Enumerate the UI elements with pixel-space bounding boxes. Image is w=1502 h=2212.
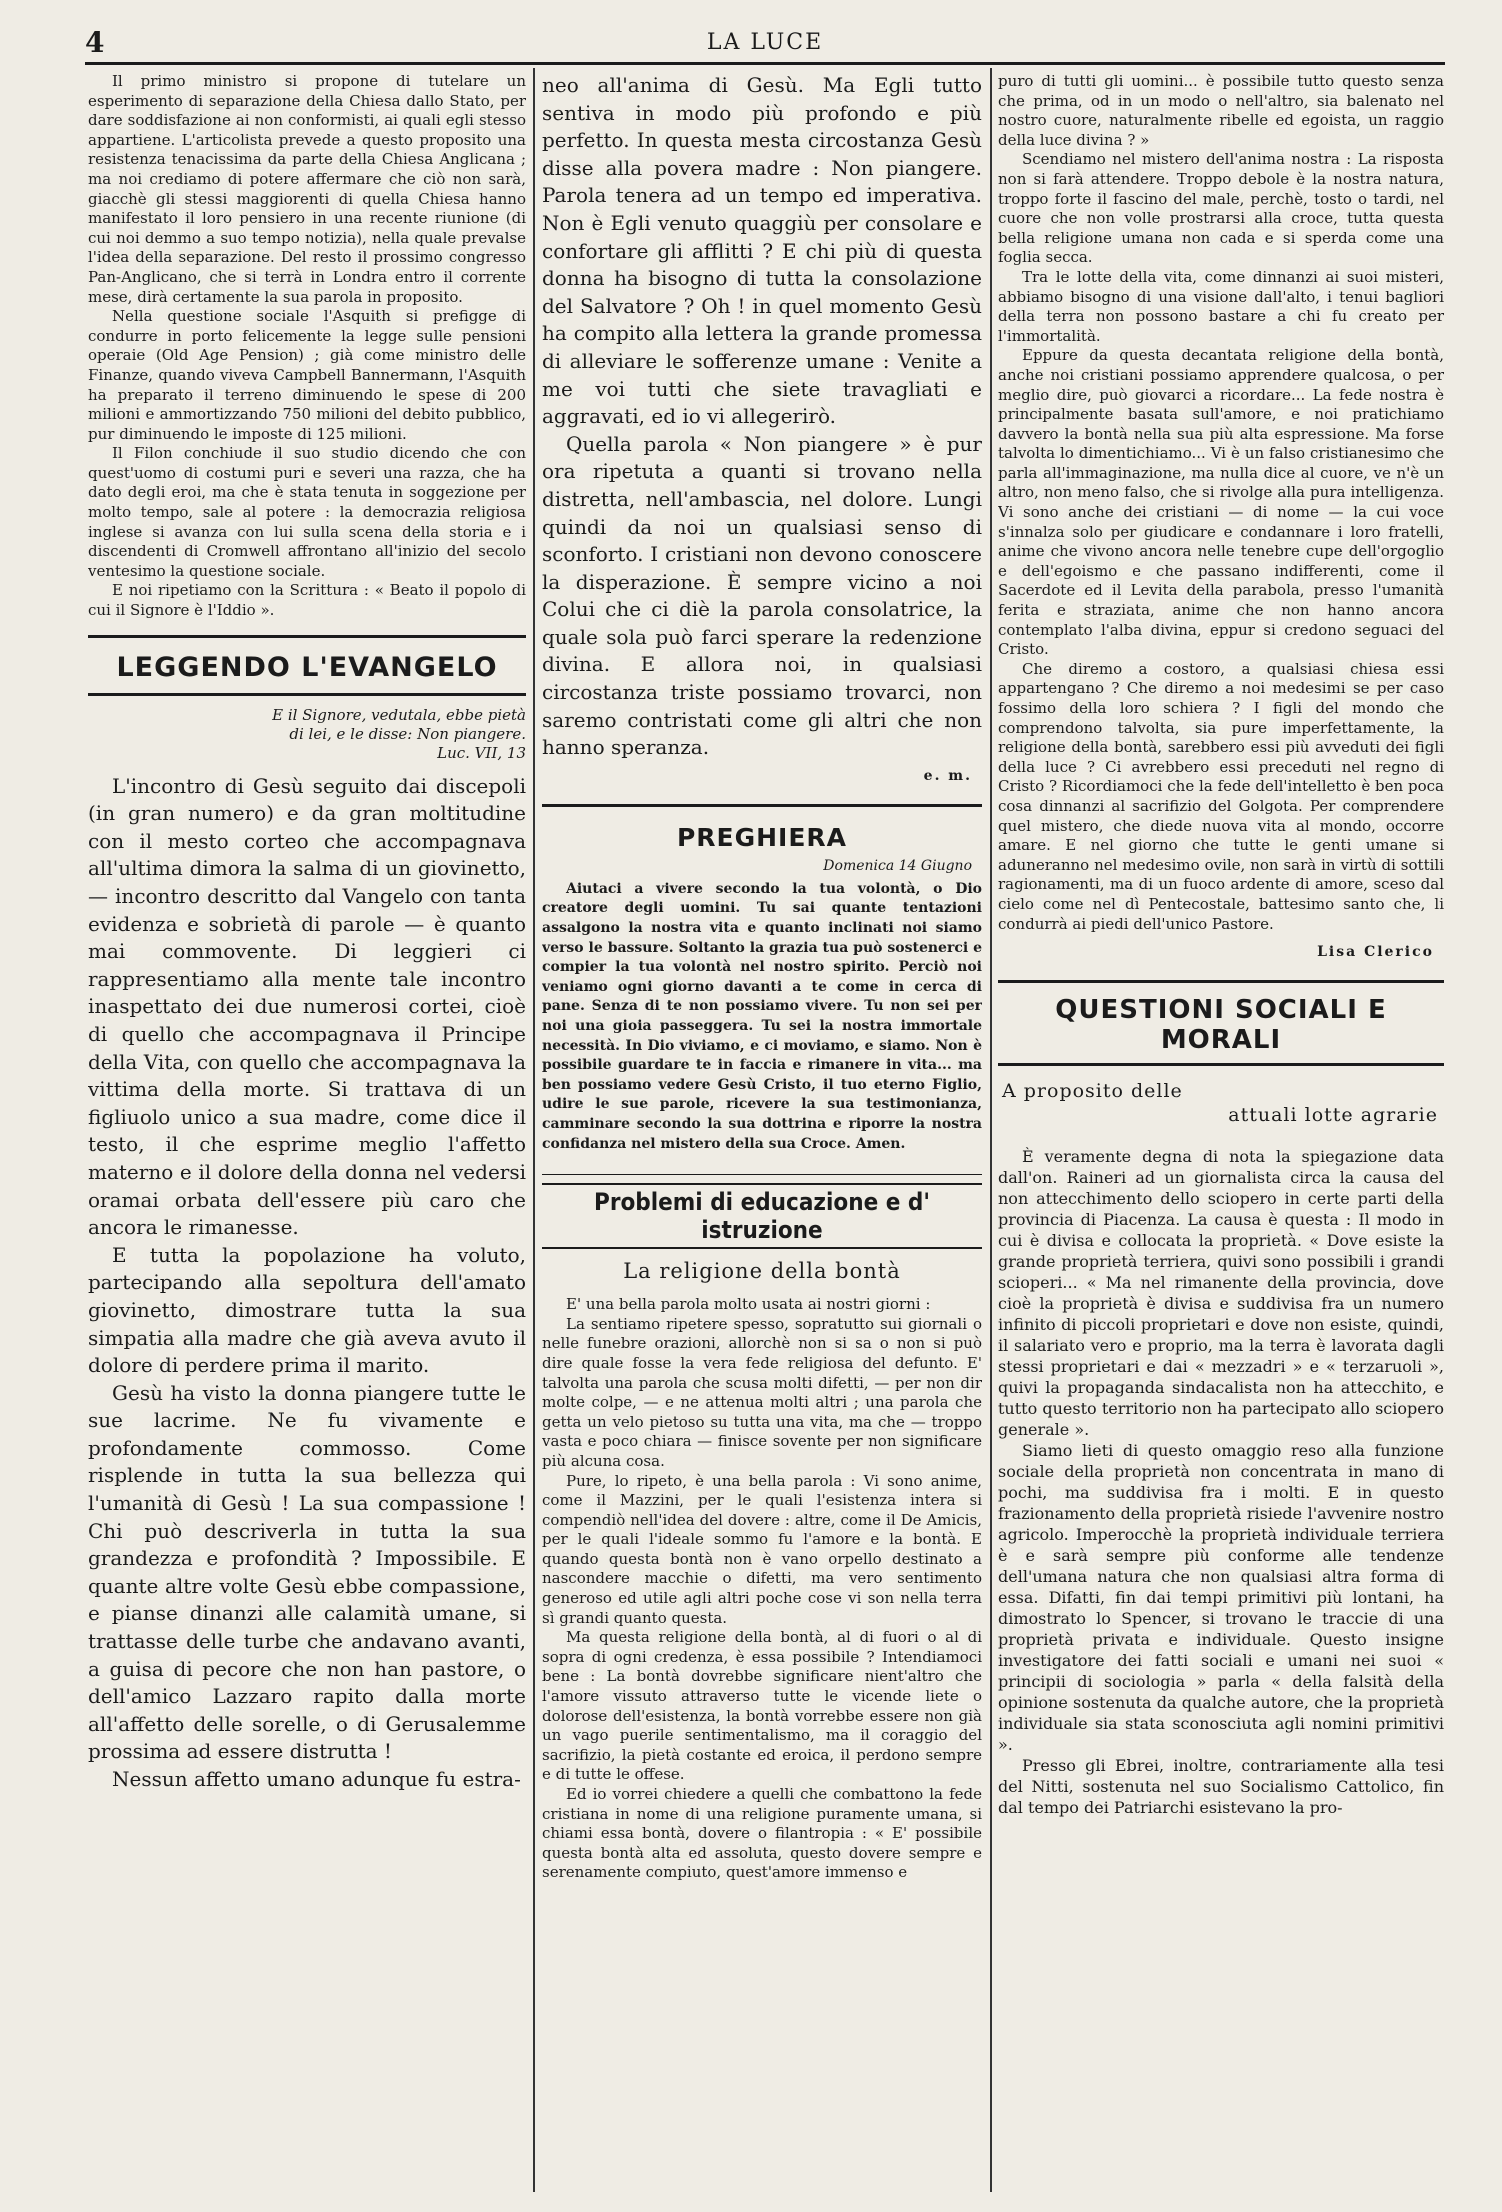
paragraph: Pure, lo ripeto, è una bella parola : Vi sono anime, come il Mazzini, per le quali l'esistenza intera si compendiò nell'idea del dovere : altre, come il De Amicis, per le quali l'ideale sommo fu l'amore e la bontà. E quando questa bontà non è vano orpello destinato a nascondere macchie o difetti, ma vero sentimento generoso ed utile agli altri poche cose vi son nella terra sì grandi quanto questa. xyxy=(542,1471,982,1627)
section-title-questioni: QUESTIONI SOCIALI E MORALI xyxy=(1055,995,1387,1056)
article-subtitle: attuali lotte agrarie xyxy=(1228,1104,1438,1127)
paragraph: Eppure da questa decantata religione della bontà, anche noi cristiani possiamo apprendere qualcosa, o per meglio dire, può giovarci a ricordare... La fede nostra è principalmente basata sull'amore, e noi pratichiamo davvero la bontà nella sua più alta espressione. Ma forse talvolta lo dimentichiamo... Vi è un falso cristianesimo che parla all'immaginazione, ma nulla dice al cuore, ve n'è un altro, non meno falso, che si rivolge alla pura intelligenza. Vi sono anche dei cristiani — di nome — la cui voce s'innalza solo per giudicare e condannare i loro fratelli, anime che vivono ancora nelle tenebre cupe dell'orgoglio e dell'egoismo e che passano indifferenti, come il Sacerdote ed il Levita della parabola, presso l'umanità ferita e straziata, anime che non hanno ancora contemplato l'alba divina, eppur si credono seguaci del Cristo. xyxy=(998,346,1444,659)
paragraph: Che diremo a costoro, a qualsiasi chiesa essi appartengano ? Che diremo a noi medesimi se per caso fossimo della loro schiera ? I figli del mondo che comprendono talvolta, sia pure imperfettamente, la religione della bontà, sarebbero essi più avveduti dei figli della luce ? Ci avrebbero essi preceduti nel regno di Cristo ? Ricordiamoci che la fede dell'intelletto è ben poca cosa dinnanzi al sacrifizio del Golgota. Per comprendere quel mistero, che diede nuova vita al mondo, occorre amare. E nel giorno che tutte le genti umane si aduneranno nel medesimo ovile, non sarà in virtù di sottili ragionamenti, ma di un fuoco ardente di amore, sceso dal cielo come nel dì Pentecostale, battesimo santo che, li condurrà ai piedi dell'unico Pastore. xyxy=(998,659,1444,933)
paragraph: Nella questione sociale l'Asquith si prefigge di condurre in porto felicemente la legge sulle pensioni operaie (Old Age Pension) ; già come ministro delle Finanze, quando viveva Campbell Bannermann, l'Asquith ha preparato il terreno diminuendo le spese di 200 milioni e ammortizzando 750 milioni del debito pubblico, pur diminuendo le imposte di 125 milioni. xyxy=(88,307,526,443)
paragraph: Ma questa religione della bontà, al di fuori o al di sopra di ogni credenza, è essa possibile ? Intendiamoci bene : La bontà dovrebbe significare nient'altro che l'amore vissuto attraverso tutte le vicende liete o dolorose dell'esistenza, la bontà vorrebbe essere non già un vago puerile sentimentalismo, ma il coraggio del sacrifizio, la pietà costante ed eroica, il perdono sempre e di tutte le offese. xyxy=(542,1628,982,1784)
article-leggendo xyxy=(88,773,526,1794)
column-divider xyxy=(533,68,535,2192)
signature: Lisa Clerico xyxy=(1317,944,1434,961)
paragraph: Gesù ha visto la donna piangere tutte le sue lacrime. Ne fu vivamente e profondamente commosso. Come risplende in tutta la sua bellezza qui l'umanità di Gesù ! La sua compassione ! Chi può descriverla in tutta la sua grandezza e profondità ? Impossibile. E quante altre volte Gesù ebbe compassione, e pianse dinanzi alle calamità umane, si trattasse delle turbe che andavano avanti, a guisa di pecore che non han pastore, o dell'amico Lazzaro rapito dalla morte all'affetto delle sorelle, o di Gerusalemme prossima ad essere distrutta ! xyxy=(88,1380,526,1764)
paragraph: Il primo ministro si propone di tutelare un esperimento di separazione della Chiesa dallo Stato, per dare soddisfazione ai non conformisti, ai quali egli stesso appartiene. L'articolista prevede a questo proposito una resistenza tenacissima da parte della Chiesa Anglicana ; ma noi crediamo di potere affermare che ciò non sarà, giacchè gli stessi maggiorenti di quella Chiesa hanno manifestato il loro pensiero in una recente riunione (di cui noi demmo a suo tempo notizia), nella quale prevalse l'idea della separazione. Del resto il prossimo congresso Pan-Anglicano, che si terrà in Londra entro il corrente mese, dirà certamente la sua parola in proposito. xyxy=(88,72,526,306)
column-1 xyxy=(88,72,526,2192)
section-rule xyxy=(88,635,526,638)
article-subtitle: A proposito delle xyxy=(1002,1080,1183,1103)
paragraph: Quella parola « Non piangere » è pur ora ripetuta a quanti si trovano nella distretta, nell'ambascia, nel dolore. Lungi quindi da noi un qualsiasi senso di sconforto. I cristiani non devono conoscere la disperazione. È sempre vicino a noi Colui che ci diè la parola consolatrice, la quale sola può farci sperare la redenzione divina. E allora noi, in qualsiasi circostanza triste possiamo trovarci, non saremo contristati come gli altri che non hanno speranza. xyxy=(542,431,982,760)
paragraph: neo all'anima di Gesù. Ma Egli tutto sentiva in modo più profondo e più perfetto. In questa mesta circostanza Gesù disse alla povera madre : Non piangere. Parola tenera ad un tempo ed imperativa. Non è Egli venuto quaggiù per consolare e confortare gli afflitti ? E chi più di questa donna ha bisogno di tutta la consolazione del Salvatore ? Oh ! in quel momento Gesù ha compito alla lettera la grande promessa di alleviare le sofferenze umane : Venite a me voi tutti che siete travagliati e aggravati, ed io vi allegerirò. xyxy=(542,73,982,429)
section-rule xyxy=(998,980,1444,983)
paragraph: Nessun affetto umano adunque fu estra- xyxy=(112,1767,521,1791)
page-header xyxy=(85,26,1445,62)
section-rule xyxy=(998,1063,1444,1066)
epigraph-line: di lei, e le disse: Non piangere. xyxy=(289,724,526,743)
paragraph: E' una bella parola molto usata ai nostri giorni : xyxy=(566,1295,931,1314)
masthead: LA LUCE xyxy=(706,30,824,55)
section-title-problemi: Problemi di educazione e d' istruzione xyxy=(542,1183,982,1249)
paragraph: Il Filon conchiude il suo studio dicendo che con quest'uomo di costumi puri e severi una razza, che ha dato degli eroi, ma che è stata tenuta in soggezione per molto tempo, sale al potere : la democrazia religiosa inglese si avanza con lui sulla scena della storia e i discendenti di Cromwell affrontano all'inizio del secolo ventesimo la questione sociale. xyxy=(88,444,526,580)
signature: e. m. xyxy=(923,767,972,784)
article-leggendo-continued xyxy=(542,72,982,762)
article-religione-continued xyxy=(998,72,1444,934)
epigraph-reference: Luc. VII, 13 xyxy=(437,743,526,762)
paragraph: Ed io vorrei chiedere a quelli che combattono la fede cristiana in nome di una religione puramente umana, si chiami essa bontà, dovere o filantropia : « E' possibile questa bontà alta ed assoluta, questo dovere sempre e serenamente compiuto, quest'amore immenso e xyxy=(542,1785,982,1882)
paragraph: E tutta la popolazione ha voluto, partecipando alla sepoltura dell'amato giovinetto, dimostrare tutta la sua simpatia alla madre che già aveva avuto il dolore di perdere prima il marito. xyxy=(88,1242,526,1378)
epigraph-line: E il Signore, vedutala, ebbe pietà xyxy=(272,705,526,724)
prayer-text: Aiutaci a vivere secondo la tua volontà, o Dio creatore degli uomini. Tu sai quante tentazioni assalgono la nostra vita e quanto inclinati noi siamo verso le bassure. Soltanto la grazia tua può sostenerci e compier la tua volontà nel nostro spirito. Perciò noi veniamo ogni giorno davanti a te come in cerca di pane. Senza di te non possiamo vivere. Tu non sei per noi una gioia passeggera. Tu sei la nostra immortale necessità. In Dio viviamo, e ci moviamo, e siamo. Non è possibile guardare te in faccia e rimanere in vita... ma ben possiamo vedere Gesù Cristo, il tuo eterno Figlio, udire le sue parole, ricevere la sua testimonianza, camminare secondo la sua dottrina e riporre la nostra confidanza nel mistero della sua Croce. Amen. xyxy=(542,880,982,1152)
paragraph: L'incontro di Gesù seguito dai discepoli (in gran numero) e da gran moltitudine con il mesto corteo che accompagnava all'ultima dimora la salma di un giovinetto, — incontro descritto dal Vangelo con tanta evidenza e sobrietà di parole — è quanto mai commovente. Di leggieri ci rappresentiamo alla mente tale incontro inaspettato dei due numerosi cortei, cioè di quello che accompagnava il Principe della Vita, con quello che accompagnava la vittima della morte. Si trattava di un figliuolo unico a sua madre, come dice il testo, il che esprime meglio l'affetto materno e il dolore della donna nel vedersi oramai orbata dell'essere più caro che ancora le rimanesse. xyxy=(88,773,526,1240)
page-number: 4 xyxy=(85,26,105,59)
section-title-leggendo: LEGGENDO L'EVANGELO xyxy=(116,651,498,683)
article-lotte-agrarie xyxy=(998,1146,1444,1818)
column-divider xyxy=(990,68,992,2192)
prayer-date: Domenica 14 Giugno xyxy=(823,857,972,874)
paragraph: Siamo lieti di questo omaggio reso alla funzione sociale della proprietà non concentrata in mano di pochi, ma suddivisa fra i molti. E in questo frazionamento della proprietà risiede l'avvenire nostro agricolo. Imperocchè la proprietà individuale terriera è e sarà sempre più conforme alle tendenze dell'umana natura che non qualsiasi altra forma di essa. Difatti, fin dai tempi primitivi più lontani, ha dimostrato lo Spencer, si trovano le traccie di una proprietà privata e individuale. Questo insigne investigatore dei fatti sociali e umani nei suoi « principii di sociologia » parla « della falsità della opinione sostenuta da qualche autore, che la proprietà individuale sia stata sconosciuta agli nomini primitivi ». xyxy=(998,1441,1444,1755)
paragraph: Scendiamo nel mistero dell'anima nostra : La risposta non si farà attendere. Troppo debole è la nostra natura, troppo forte il fascino del male, perchè, tosto o tardi, nel cuore che non volle prostrarsi alla croce, tutta questa bella religione umana non cada e si sperda come una foglia secca. xyxy=(998,150,1444,267)
section-rule xyxy=(88,693,526,696)
paragraph: E noi ripetiamo con la Scrittura : « Beato il popolo di cui il Signore è l'Iddio ». xyxy=(88,581,526,620)
section-rule xyxy=(542,1174,982,1175)
epigraph xyxy=(88,706,526,763)
article-religione xyxy=(542,1295,982,1883)
article-continuation xyxy=(88,72,526,621)
paragraph: Tra le lotte della vita, come dinnanzi ai suoi misteri, abbiamo bisogno di una visione dall'alto, i tenui bagliori della terra non possono bastare a chi fu creato per l'immortalità. xyxy=(998,267,1444,345)
header-rule xyxy=(85,62,1445,65)
prayer xyxy=(542,880,982,1154)
paragraph: Presso gli Ebrei, inoltre, contrariamente alla tesi del Nitti, sostenuta nel suo Socialismo Cattolico, fin dal tempo dei Patriarchi esistevano la pro- xyxy=(998,1756,1444,1818)
column-3 xyxy=(998,72,1444,2192)
section-rule xyxy=(542,804,982,807)
paragraph: La sentiamo ripetere spesso, sopratutto sui giornali o nelle funebre orazioni, allorchè non si sa o non si può dire quale fosse la vera fede religiosa del defunto. E' talvolta una parola che scusa molti difetti, — per non dir molte colpe, — e ne attenua molti altri ; una parola che getta un velo pietoso su tutta una vita, ma che — troppo vasta e poco chiara — finisce sovente per non significare più alcuna cosa. xyxy=(542,1314,982,1470)
section-title-preghiera: PREGHIERA xyxy=(676,822,848,852)
article-subtitle: La religione della bontà xyxy=(623,1259,901,1284)
column-2 xyxy=(542,72,982,2192)
paragraph: È veramente degna di nota la spiegazione data dall'on. Raineri ad un giornalista circa la causa del non attecchimento dello sciopero in certe parti della provincia di Piacenza. La causa è questa : Il modo in cui è divisa e collocata la proprietà. « Dove esiste la grande proprietà terriera, quivi sono possibili i grandi scioperi... « Ma nel rimanente della provincia, dove cioè la proprietà è divisa e suddivisa fra un numero infinito di piccoli proprietari e dove non esiste, quindi, il salariato vero e proprio, ma la terra è lavorata dagli stessi proprietari e dai « mezzadri » e « terzaruoli », quivi la propaganda sindacalista non ha attecchito, e tutto questo territorio non ha partecipato allo sciopero generale ». xyxy=(998,1147,1444,1440)
paragraph: puro di tutti gli uomini... è possibile tutto questo senza che prima, od in un modo o nell'altro, sia balenato nel nostro cuore, naturalmente ribelle ed egoista, un raggio della luce divina ? » xyxy=(998,72,1444,149)
